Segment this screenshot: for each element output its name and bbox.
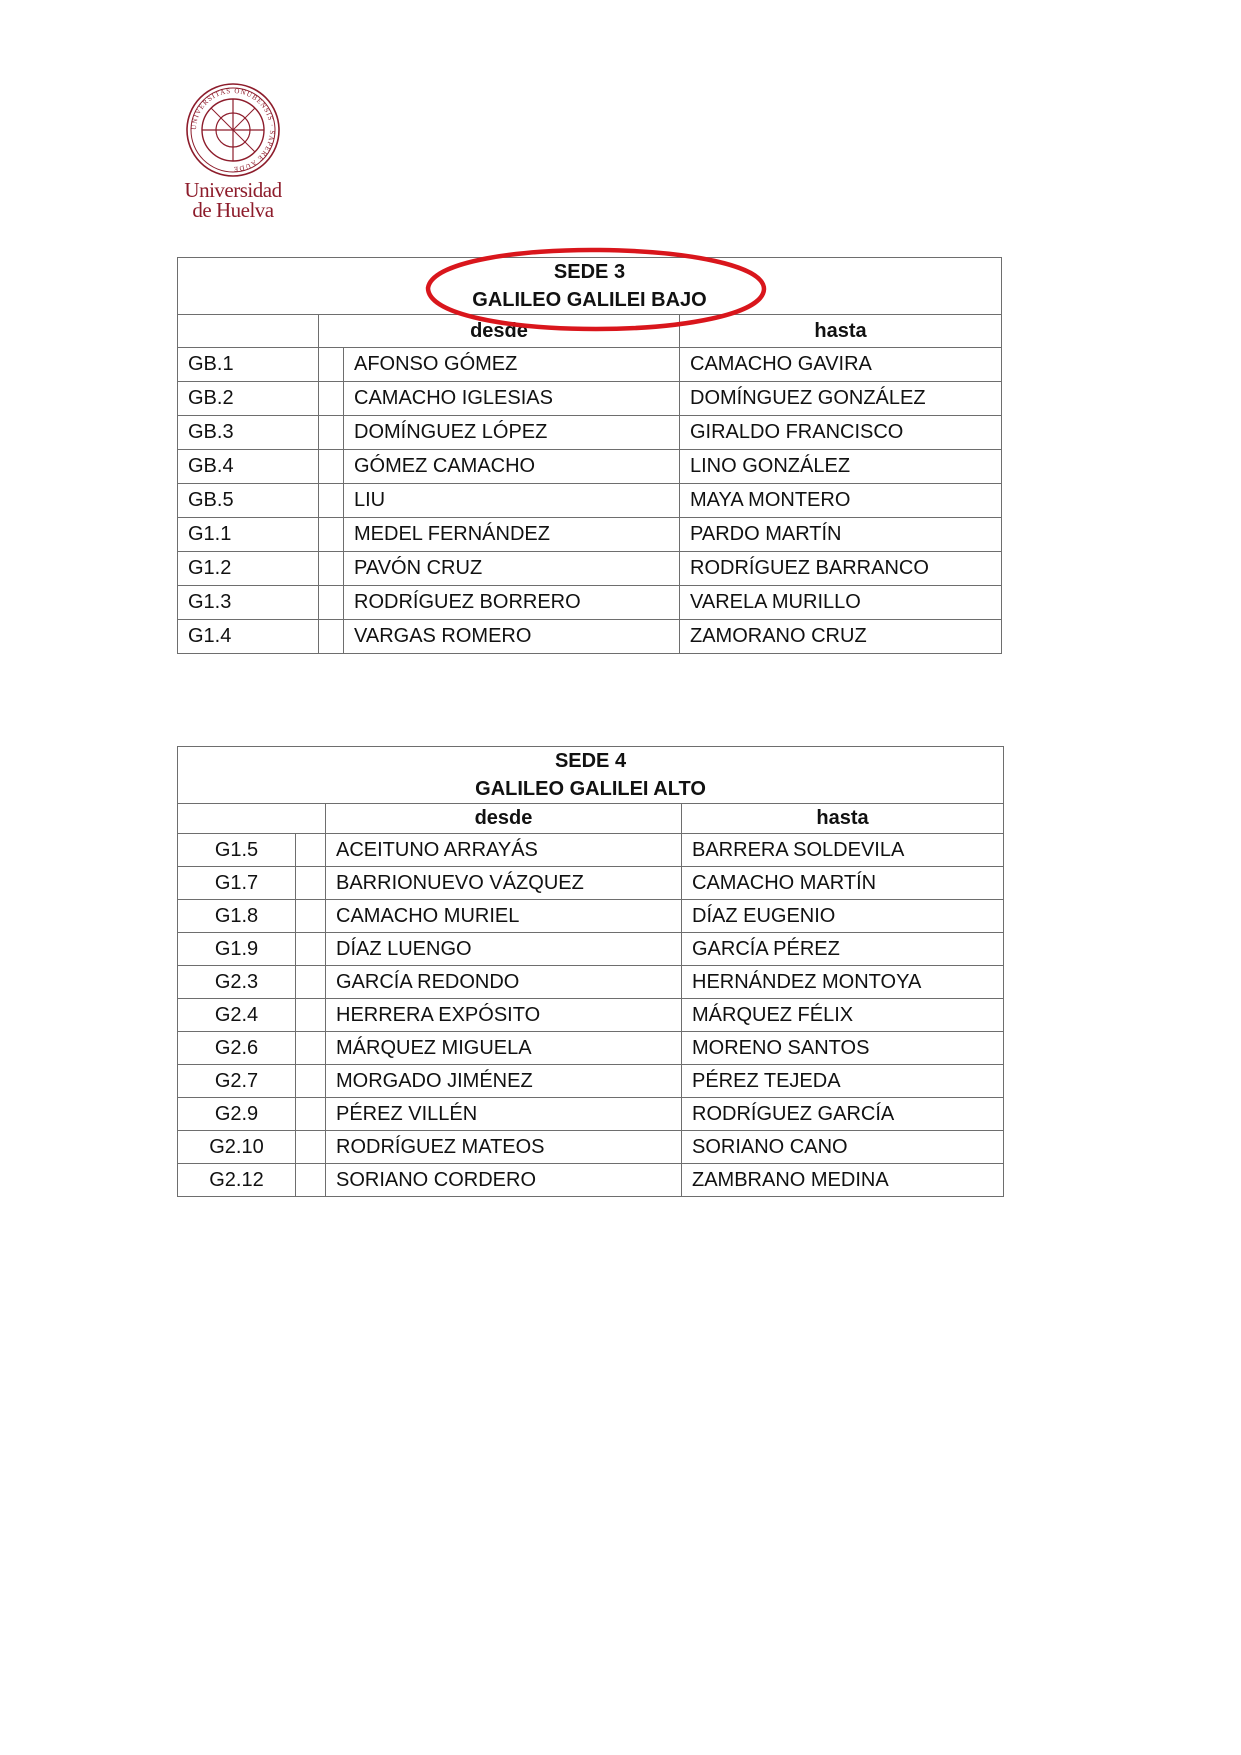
to-cell: LINO GONZÁLEZ xyxy=(680,450,1002,484)
from-cell: CAMACHO MURIEL xyxy=(326,900,682,933)
gap-cell xyxy=(319,518,344,552)
group-cell: G1.9 xyxy=(178,933,296,966)
group-cell: G1.3 xyxy=(178,586,319,620)
from-cell: RODRÍGUEZ BORRERO xyxy=(344,586,680,620)
table-row xyxy=(178,382,1002,416)
table-row xyxy=(178,620,1002,654)
group-cell: GB.4 xyxy=(178,450,319,484)
gap-cell xyxy=(296,1098,326,1131)
group-cell: G2.9 xyxy=(178,1098,296,1131)
to-cell: GIRALDO FRANCISCO xyxy=(680,416,1002,450)
table-row xyxy=(178,416,1002,450)
from-cell: MORGADO JIMÉNEZ xyxy=(326,1065,682,1098)
to-cell: RODRÍGUEZ BARRANCO xyxy=(680,552,1002,586)
group-cell: G2.10 xyxy=(178,1131,296,1164)
to-cell: PARDO MARTÍN xyxy=(680,518,1002,552)
gap-cell xyxy=(296,900,326,933)
sede-4-table xyxy=(177,746,1004,1197)
to-cell: ZAMBRANO MEDINA xyxy=(682,1164,1004,1197)
to-cell: HERNÁNDEZ MONTOYA xyxy=(682,966,1004,999)
from-cell: SORIANO CORDERO xyxy=(326,1164,682,1197)
group-cell: G1.4 xyxy=(178,620,319,654)
seal-text: UNIVERSITAS ONUBENSIS · SAPERE AUDE xyxy=(189,86,277,174)
to-cell: VARELA MURILLO xyxy=(680,586,1002,620)
from-cell: PAVÓN CRUZ xyxy=(344,552,680,586)
gap-cell xyxy=(296,834,326,867)
from-cell: ACEITUNO ARRAYÁS xyxy=(326,834,682,867)
group-cell: G2.3 xyxy=(178,966,296,999)
gap-cell xyxy=(319,348,344,382)
sede-3-title: SEDE 3 xyxy=(553,261,626,283)
group-cell: GB.1 xyxy=(178,348,319,382)
table-row xyxy=(178,1098,1004,1131)
to-cell: GARCÍA PÉREZ xyxy=(682,933,1004,966)
gap-cell xyxy=(319,552,344,586)
from-cell: AFONSO GÓMEZ xyxy=(344,348,680,382)
from-cell: GARCÍA REDONDO xyxy=(326,966,682,999)
university-logo xyxy=(178,80,288,230)
group-cell: G1.2 xyxy=(178,552,319,586)
group-cell: GB.3 xyxy=(178,416,319,450)
sede-4-title: SEDE 4 xyxy=(554,750,627,772)
sede-3-header xyxy=(178,258,1002,315)
table-row xyxy=(178,900,1004,933)
table-row xyxy=(178,933,1004,966)
table-row xyxy=(178,1032,1004,1065)
table-row xyxy=(178,552,1002,586)
table-row xyxy=(178,450,1002,484)
table-row xyxy=(178,348,1002,382)
group-cell: G2.4 xyxy=(178,999,296,1032)
group-cell: G1.5 xyxy=(178,834,296,867)
from-cell: DÍAZ LUENGO xyxy=(326,933,682,966)
column-header-to: hasta xyxy=(682,804,1004,834)
from-cell: RODRÍGUEZ MATEOS xyxy=(326,1131,682,1164)
to-cell: ZAMORANO CRUZ xyxy=(680,620,1002,654)
to-cell: SORIANO CANO xyxy=(682,1131,1004,1164)
gap-cell xyxy=(296,1131,326,1164)
group-cell: GB.2 xyxy=(178,382,319,416)
university-seal-icon xyxy=(178,80,288,180)
gap-cell xyxy=(319,586,344,620)
empty-cell xyxy=(178,315,319,348)
table-row xyxy=(178,484,1002,518)
gap-cell xyxy=(296,867,326,900)
group-cell: G2.6 xyxy=(178,1032,296,1065)
from-cell: LIU xyxy=(344,484,680,518)
to-cell: MORENO SANTOS xyxy=(682,1032,1004,1065)
to-cell: CAMACHO GAVIRA xyxy=(680,348,1002,382)
sede-4-header xyxy=(178,747,1004,804)
from-cell: HERRERA EXPÓSITO xyxy=(326,999,682,1032)
table-row xyxy=(178,1164,1004,1197)
table-row xyxy=(178,518,1002,552)
empty-cell xyxy=(178,804,326,834)
table-row xyxy=(178,1065,1004,1098)
table-row xyxy=(178,867,1004,900)
from-cell: CAMACHO IGLESIAS xyxy=(344,382,680,416)
gap-cell xyxy=(319,620,344,654)
group-cell: G2.12 xyxy=(178,1164,296,1197)
gap-cell xyxy=(296,1065,326,1098)
to-cell: PÉREZ TEJEDA xyxy=(682,1065,1004,1098)
sede-3-subtitle: GALILEO GALILEI BAJO xyxy=(472,289,707,311)
gap-cell xyxy=(319,484,344,518)
table-row xyxy=(178,834,1004,867)
table-row xyxy=(178,999,1004,1032)
from-cell: MÁRQUEZ MIGUELA xyxy=(326,1032,682,1065)
gap-cell xyxy=(296,933,326,966)
to-cell: MAYA MONTERO xyxy=(680,484,1002,518)
to-cell: DOMÍNGUEZ GONZÁLEZ xyxy=(680,382,1002,416)
gap-cell xyxy=(319,382,344,416)
logo-line-1: Universidad xyxy=(184,178,282,202)
to-cell: CAMACHO MARTÍN xyxy=(682,867,1004,900)
gap-cell xyxy=(319,450,344,484)
from-cell: VARGAS ROMERO xyxy=(344,620,680,654)
from-cell: DOMÍNGUEZ LÓPEZ xyxy=(344,416,680,450)
group-cell: GB.5 xyxy=(178,484,319,518)
table-row xyxy=(178,1131,1004,1164)
group-cell: G2.7 xyxy=(178,1065,296,1098)
table-row xyxy=(178,586,1002,620)
column-header-from: desde xyxy=(326,804,682,834)
from-cell: BARRIONUEVO VÁZQUEZ xyxy=(326,867,682,900)
sede-3-table xyxy=(177,257,1002,654)
to-cell: MÁRQUEZ FÉLIX xyxy=(682,999,1004,1032)
to-cell: DÍAZ EUGENIO xyxy=(682,900,1004,933)
to-cell: RODRÍGUEZ GARCÍA xyxy=(682,1098,1004,1131)
gap-cell xyxy=(296,1032,326,1065)
sede-4-subtitle: GALILEO GALILEI ALTO xyxy=(475,778,706,800)
from-cell: PÉREZ VILLÉN xyxy=(326,1098,682,1131)
column-header-to: hasta xyxy=(680,315,1002,348)
from-cell: MEDEL FERNÁNDEZ xyxy=(344,518,680,552)
group-cell: G1.8 xyxy=(178,900,296,933)
column-header-from: desde xyxy=(319,315,680,348)
gap-cell xyxy=(296,999,326,1032)
group-cell: G1.7 xyxy=(178,867,296,900)
from-cell: GÓMEZ CAMACHO xyxy=(344,450,680,484)
to-cell: BARRERA SOLDEVILA xyxy=(682,834,1004,867)
table-row xyxy=(178,966,1004,999)
group-cell: G1.1 xyxy=(178,518,319,552)
gap-cell xyxy=(296,966,326,999)
gap-cell xyxy=(319,416,344,450)
logo-line-2: de Huelva xyxy=(192,198,274,222)
gap-cell xyxy=(296,1164,326,1197)
